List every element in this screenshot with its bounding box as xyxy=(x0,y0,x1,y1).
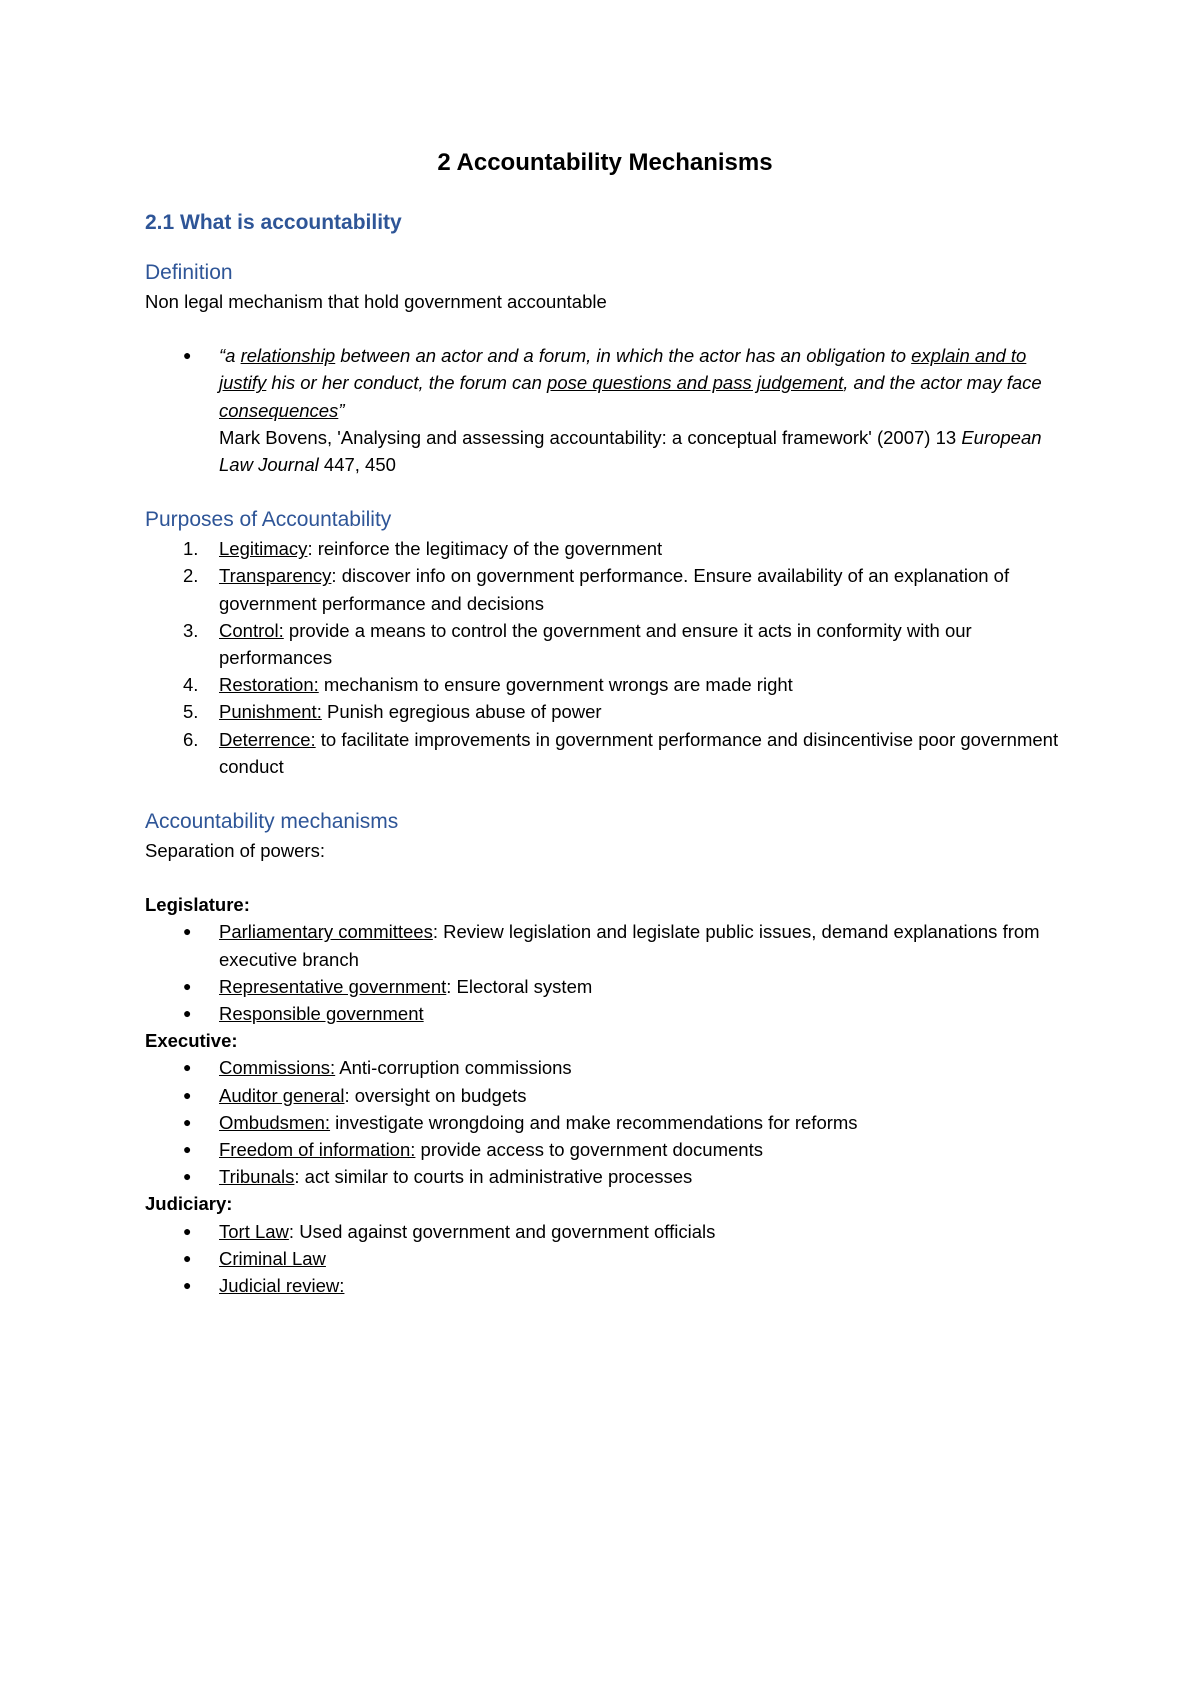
mechanism-term: Criminal Law xyxy=(219,1247,326,1269)
list-number: 6. xyxy=(183,728,199,750)
executive-list xyxy=(145,1054,1065,1190)
legislature-list xyxy=(145,918,1065,1027)
mechanism-term: Representative government xyxy=(219,975,447,997)
purposes-heading: Purposes of Accountability xyxy=(145,508,392,532)
purpose-description: mechanism to ensure government wrongs are made right xyxy=(318,674,793,696)
judiciary-item: ● Tort Law: Used against government and government officials xyxy=(145,1218,1065,1245)
page-title: 2 Accountability Mechanisms xyxy=(437,149,773,176)
executive-item: ● Tribunals: act similar to courts in administrative processes xyxy=(145,1163,1065,1190)
bullet-icon: ● xyxy=(183,1059,192,1076)
definition-quote-item xyxy=(145,342,1065,478)
judiciary-item xyxy=(145,1245,1065,1272)
mechanism-description: Review legislation and legislate public issues, demand explanations from executive branch xyxy=(219,921,1040,970)
purpose-item: 1. Legitimacy: reinforce the legitimacy of the government xyxy=(145,535,1065,562)
list-number: 2. xyxy=(183,565,199,587)
bovens-quote: “a relationship between an actor and a forum, in which the actor has an obligation to explain and to justify his or her conduct, the forum can pose questions and pass judgement, and the actor may face consequences” xyxy=(219,345,1042,421)
bullet-icon: ● xyxy=(183,1168,192,1185)
purpose-description: reinforce the legitimacy of the government xyxy=(312,538,663,560)
executive-item xyxy=(145,1109,1065,1136)
mechanism-description: investigate wrongdoing and make recommendations for reforms xyxy=(330,1111,858,1133)
mechanism-term: Responsible government xyxy=(219,1003,424,1025)
executive-item xyxy=(145,1136,1065,1163)
purpose-description: provide a means to control the government and ensure it acts in conformity with our performances xyxy=(219,619,972,669)
separation-of-powers-label: Separation of powers: xyxy=(145,840,325,862)
document-body xyxy=(145,146,1065,1299)
bullet-icon: ● xyxy=(183,1222,192,1239)
purposes-list xyxy=(145,535,1065,780)
judiciary-label: Judiciary: xyxy=(145,1193,233,1215)
quote-citation: Mark Bovens, 'Analysing and assessing accountability: a conceptual framework' (2007) 13 European Law Journal 447, 450 xyxy=(219,426,1042,476)
bullet-icon: ● xyxy=(183,923,192,940)
purpose-description: to facilitate improvements in government performance and disincentivise poor government conduct xyxy=(219,728,1059,777)
purpose-item xyxy=(145,726,1065,780)
purpose-description: discover info on government performance. Ensure availability of an explanation of government performance and decisions xyxy=(219,565,1010,614)
bullet-icon: ● xyxy=(183,1005,192,1022)
legislature-item xyxy=(145,1000,1065,1027)
list-number: 5. xyxy=(183,701,199,723)
mechanism-description: Anti-corruption commissions xyxy=(335,1057,572,1079)
mechanism-term: Parliamentary committees xyxy=(219,921,433,943)
bullet-icon: ● xyxy=(183,1113,192,1130)
legislature-label: Legislature: xyxy=(145,894,250,916)
purpose-term: Deterrence: xyxy=(219,728,316,750)
definition-quote-list xyxy=(145,342,1065,478)
executive-item: ● Auditor general: oversight on budgets xyxy=(145,1082,1065,1109)
mechanism-description: oversight on budgets xyxy=(349,1084,527,1106)
mechanism-term: Ombudsmen: xyxy=(219,1111,331,1133)
executive-label: Executive: xyxy=(145,1030,238,1052)
bullet-icon: ● xyxy=(183,1141,192,1158)
mechanism-term: Freedom of information: xyxy=(219,1139,416,1161)
purpose-term: Legitimacy xyxy=(219,538,308,560)
purpose-term: Control: xyxy=(219,619,284,641)
purpose-description: Punish egregious abuse of power xyxy=(321,701,602,723)
mechanism-term: Tort Law xyxy=(219,1220,289,1242)
judiciary-list xyxy=(145,1218,1065,1300)
purpose-term: Transparency xyxy=(219,565,332,587)
bullet-icon: ● xyxy=(183,977,192,994)
bullet-icon: ● xyxy=(183,347,192,364)
mechanism-term: Judicial review: xyxy=(219,1275,345,1297)
definition-heading: Definition xyxy=(145,261,233,284)
purpose-item xyxy=(145,671,1065,698)
mechanism-description: act similar to courts in administrative processes xyxy=(299,1166,693,1188)
judiciary-item xyxy=(145,1272,1065,1299)
legislature-item: ● Parliamentary committees: Review legislation and legislate public issues, demand explanations from executive branch xyxy=(145,918,1065,972)
definition-text: Non legal mechanism that hold government accountable xyxy=(145,291,607,312)
purpose-term: Punishment: xyxy=(219,701,322,723)
mechanism-term: Commissions: xyxy=(219,1057,336,1079)
mechanism-description: provide access to government documents xyxy=(415,1139,763,1161)
bullet-icon: ● xyxy=(183,1249,192,1266)
purpose-item xyxy=(145,617,1065,671)
mechanism-description: Used against government and government officials xyxy=(294,1220,716,1242)
list-number: 3. xyxy=(183,619,199,641)
list-number: 4. xyxy=(183,674,199,696)
executive-item xyxy=(145,1054,1065,1081)
mechanism-term: Auditor general xyxy=(219,1084,345,1106)
legislature-item: ● Representative government: Electoral system xyxy=(145,973,1065,1000)
purpose-term: Restoration: xyxy=(219,674,319,696)
bullet-icon: ● xyxy=(183,1086,192,1103)
list-number: 1. xyxy=(183,538,199,560)
section-heading: 2.1 What is accountability xyxy=(145,211,402,234)
mechanism-description: Electoral system xyxy=(451,975,593,997)
mechanisms-heading: Accountability mechanisms xyxy=(145,810,399,834)
purpose-item xyxy=(145,698,1065,725)
purpose-item: 2. Transparency: discover info on government performance. Ensure availability of an explanation of government performance and decisions xyxy=(145,562,1065,616)
bullet-icon: ● xyxy=(183,1277,192,1294)
mechanism-term: Tribunals xyxy=(219,1166,295,1188)
